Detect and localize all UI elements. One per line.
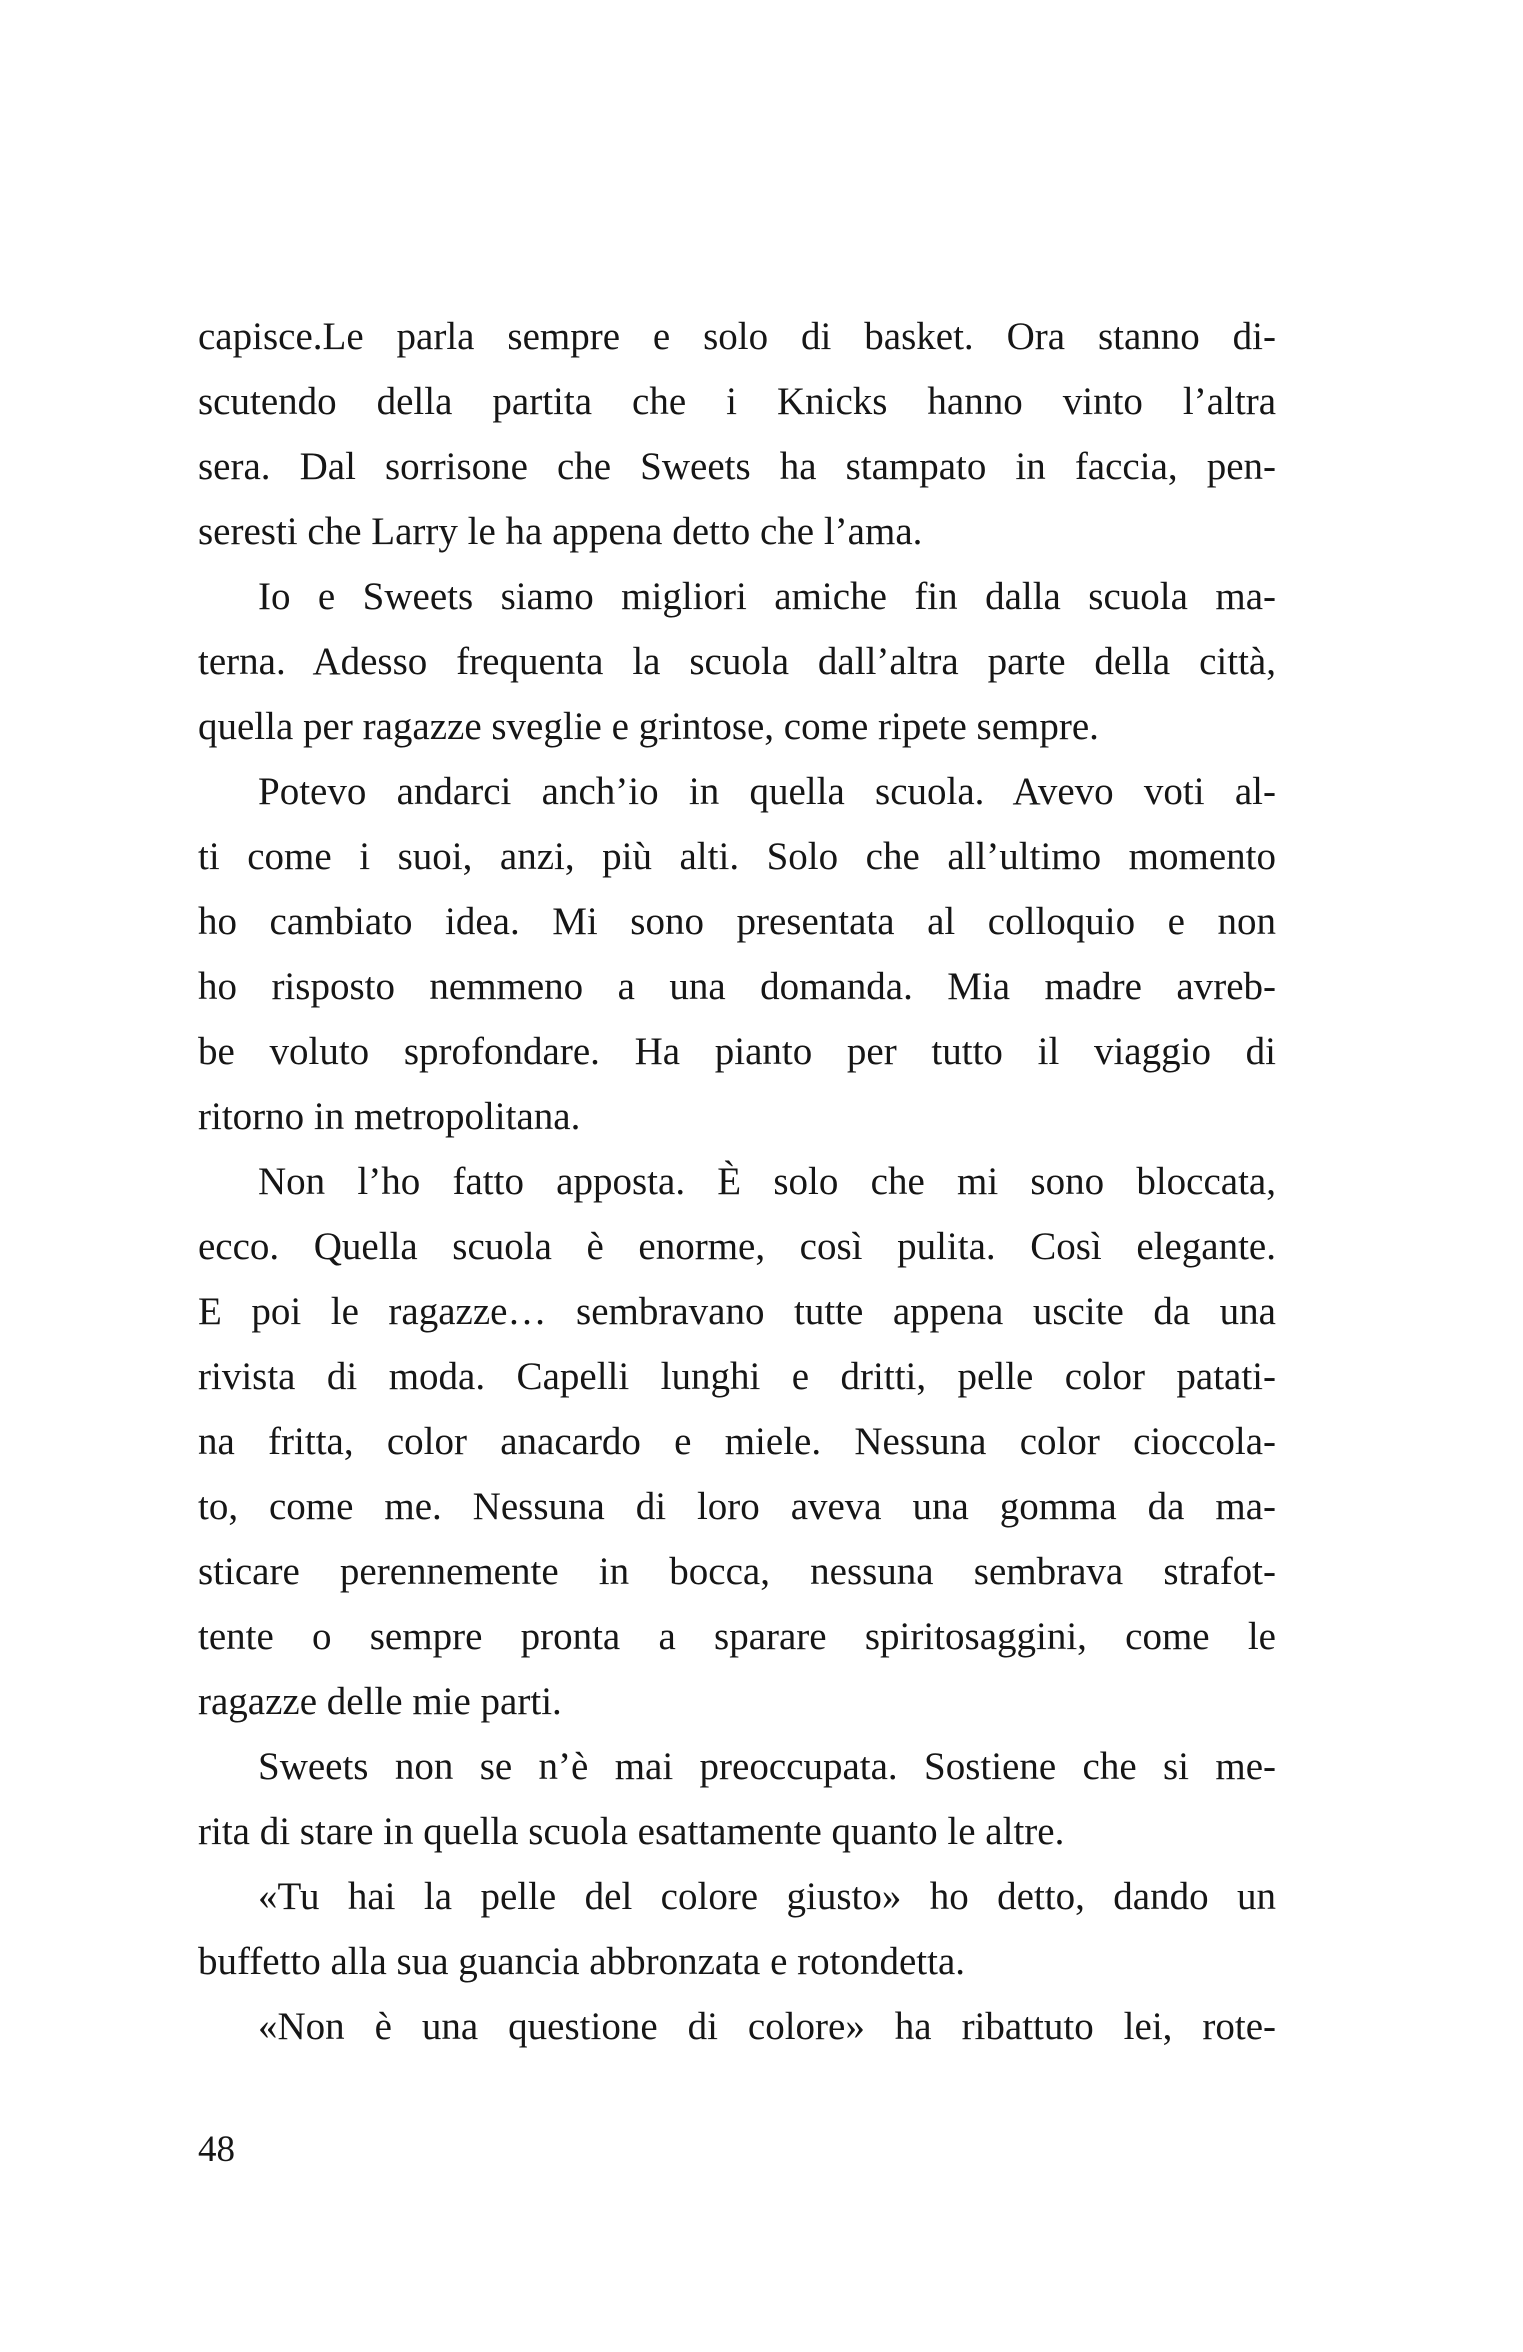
text-line: ho cambiato idea. Mi sono presentata al colloquio e non [198,900,1276,943]
text-line: ecco. Quella scuola è enorme, così pulita. Così elegante. [198,1225,1276,1268]
text-line: rita di stare in quella scuola esattamente quanto le altre. [198,1810,1065,1853]
text-line: Io e Sweets siamo migliori amiche fin dalla scuola ma- [258,575,1276,618]
text-line: be voluto sprofondare. Ha pianto per tutto il viaggio di [198,1030,1276,1073]
paragraph [198,1994,1276,2059]
text-line: tente o sempre pronta a sparare spiritosaggini, come le [198,1615,1276,1658]
text-block [198,304,1276,2059]
text-line: «Non è una questione di colore» ha ribattuto lei, rote- [258,2005,1276,2048]
paragraph [198,304,1276,564]
text-line: ritorno in metropolitana. [198,1095,581,1138]
text-line: ho risposto nemmeno a una domanda. Mia madre avreb- [198,965,1276,1008]
text-line: rivista di moda. Capelli lunghi e dritti, pelle color patati- [198,1355,1276,1398]
page-number: 48 [198,2129,235,2170]
text-line: terna. Adesso frequenta la scuola dall’altra parte della città, [198,640,1276,683]
text-line: sticare perennemente in bocca, nessuna sembrava strafot- [198,1550,1276,1593]
text-line: sera. Dal sorrisone che Sweets ha stampato in faccia, pen- [198,445,1276,488]
text-line: Sweets non se n’è mai preoccupata. Sostiene che si me- [258,1745,1276,1788]
text-line: scutendo della partita che i Knicks hanno vinto l’altra [198,380,1276,423]
text-line: buffetto alla sua guancia abbronzata e rotondetta. [198,1940,966,1983]
paragraph [198,759,1276,1149]
text-line: ragazze delle mie parti. [198,1680,562,1723]
text-line: «Tu hai la pelle del colore giusto» ho detto, dando un [258,1875,1276,1918]
text-line: ti come i suoi, anzi, più alti. Solo che all’ultimo momento [198,835,1276,878]
text-line: Non l’ho fatto apposta. È solo che mi sono bloccata, [258,1160,1276,1203]
text-line: E poi le ragazze… sembravano tutte appena uscite da una [198,1290,1276,1333]
paragraph [198,1734,1276,1864]
paragraph [198,1864,1276,1994]
text-line: quella per ragazze sveglie e grintose, come ripete sempre. [198,705,1099,748]
text-line: Potevo andarci anch’io in quella scuola. Avevo voti al- [258,770,1276,813]
text-line: to, come me. Nessuna di loro aveva una gomma da ma- [198,1485,1276,1528]
text-line: seresti che Larry le ha appena detto che l’ama. [198,510,923,553]
paragraph [198,564,1276,759]
text-line: capisce.Le parla sempre e solo di basket. Ora stanno di- [198,315,1276,358]
text-line: na fritta, color anacardo e miele. Nessuna color cioccola- [198,1420,1276,1463]
paragraph [198,1149,1276,1734]
